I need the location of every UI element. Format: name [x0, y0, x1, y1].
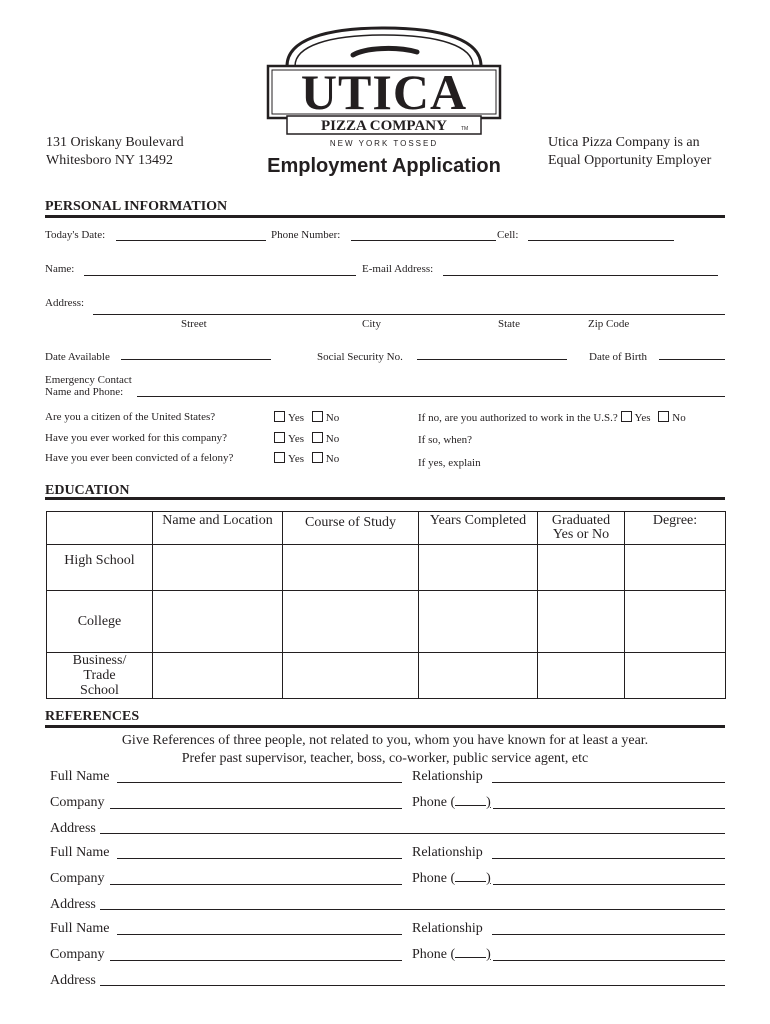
- education-cell[interactable]: [419, 545, 538, 591]
- zip-caption: Zip Code: [588, 318, 630, 330]
- personal-info-heading: PERSONAL INFORMATION: [45, 199, 228, 214]
- felony-options: [274, 452, 339, 465]
- city-caption: City: [362, 318, 381, 330]
- full-name-label: Full Name: [50, 769, 110, 784]
- eoe-line1: Utica Pizza Company is an: [548, 135, 700, 150]
- ssn-field[interactable]: [417, 359, 567, 360]
- emergency-contact-field[interactable]: [137, 396, 725, 397]
- ssn-label: Social Security No.: [317, 351, 403, 363]
- yes-label: Yes: [288, 412, 305, 424]
- name-field[interactable]: [84, 275, 356, 276]
- no-label: No: [325, 433, 340, 445]
- yes-label: Yes: [288, 453, 305, 465]
- education-cell[interactable]: [625, 653, 726, 699]
- education-table: [46, 511, 726, 699]
- logo-subtitle: PIZZA COMPANY: [321, 118, 447, 134]
- state-caption: State: [498, 318, 520, 330]
- phone-number-field[interactable]: [351, 240, 496, 241]
- education-heading: EDUCATION: [45, 483, 130, 498]
- education-header-cell: Degree:: [625, 512, 726, 545]
- emergency-label-line1: Emergency Contact: [45, 374, 132, 386]
- education-cell[interactable]: [283, 653, 419, 699]
- email-field[interactable]: [443, 275, 718, 276]
- todays-date-field[interactable]: [116, 240, 266, 241]
- education-row-label: College: [47, 591, 153, 653]
- references-intro-line2: Prefer past supervisor, teacher, boss, co-worker, public service agent, etc: [181, 751, 589, 766]
- company-label: Company: [50, 947, 105, 962]
- education-row: [47, 591, 726, 653]
- felony-yes-checkbox[interactable]: [274, 452, 285, 463]
- section-divider: [45, 497, 725, 500]
- reference3-company-field[interactable]: [110, 960, 402, 961]
- logo-brand: UTICA: [300, 64, 468, 120]
- emergency-label-line2: Name and Phone:: [45, 386, 124, 398]
- reference1-company-field[interactable]: [110, 808, 402, 809]
- phone-close-label: ): [486, 871, 491, 886]
- phone-label: [412, 871, 491, 887]
- phone-close-label: ): [486, 947, 491, 962]
- reference2-address-field[interactable]: [100, 909, 725, 910]
- reference1-phone-field[interactable]: [493, 808, 725, 809]
- cell-field[interactable]: [528, 240, 674, 241]
- yes-label: Yes: [634, 412, 651, 424]
- worked-yes-checkbox[interactable]: [274, 432, 285, 443]
- education-cell[interactable]: [283, 591, 419, 653]
- reference1-full-name-field[interactable]: [117, 782, 402, 783]
- education-cell[interactable]: [538, 653, 625, 699]
- email-label: E-mail Address:: [362, 263, 434, 275]
- education-cell[interactable]: [153, 591, 283, 653]
- reference1-relationship-field[interactable]: [492, 782, 725, 783]
- education-cell[interactable]: [153, 545, 283, 591]
- company-label: Company: [50, 871, 105, 886]
- worked-options: [274, 432, 339, 445]
- relationship-label: Relationship: [412, 921, 483, 936]
- education-cell[interactable]: [419, 653, 538, 699]
- reference3-address-field[interactable]: [100, 985, 725, 986]
- company-label: Company: [50, 795, 105, 810]
- company-address-line2: Whitesboro NY 13492: [46, 153, 174, 168]
- reference3-full-name-field[interactable]: [117, 934, 402, 935]
- reference2-relationship-field[interactable]: [492, 858, 725, 859]
- references-intro-line1: Give References of three people, not related to you, whom you have known for at least a year.: [121, 733, 649, 748]
- authorized-question: [418, 411, 686, 424]
- citizen-no-checkbox[interactable]: [312, 411, 323, 422]
- reference2-phone-field[interactable]: [493, 884, 725, 885]
- reference2-full-name-field[interactable]: [117, 858, 402, 859]
- education-cell[interactable]: [625, 591, 726, 653]
- dob-field[interactable]: [659, 359, 725, 360]
- address-label: Address: [50, 821, 96, 836]
- no-label: No: [325, 453, 340, 465]
- no-label: No: [672, 412, 686, 424]
- worked-no-checkbox[interactable]: [312, 432, 323, 443]
- section-divider: [45, 725, 725, 728]
- reference3-phone-field[interactable]: [493, 960, 725, 961]
- full-name-label: Full Name: [50, 921, 110, 936]
- education-header-cell: Years Completed: [419, 512, 538, 545]
- references-heading: REFERENCES: [45, 709, 140, 724]
- education-header-row: [47, 512, 726, 545]
- dob-label: Date of Birth: [589, 351, 648, 363]
- phone-label: [412, 795, 491, 811]
- education-row: [47, 653, 726, 699]
- education-cell[interactable]: [419, 591, 538, 653]
- company-logo: [265, 22, 503, 150]
- phone-label: [412, 947, 491, 963]
- authorized-yes-checkbox[interactable]: [621, 411, 632, 422]
- todays-date-label: Today's Date:: [45, 229, 106, 241]
- education-header-cell: [47, 512, 153, 545]
- address-field[interactable]: [93, 314, 725, 315]
- worked-question: Have you ever worked for this company?: [45, 432, 228, 444]
- address-label: Address: [50, 897, 96, 912]
- phone-close-label: ): [486, 795, 491, 810]
- logo-tagline: NEW YORK TOSSED: [329, 139, 439, 148]
- reference2-area-code-field[interactable]: [455, 881, 486, 882]
- section-divider: [45, 215, 725, 218]
- logo-tm: TM: [461, 126, 469, 132]
- phone-open-label: Phone (: [412, 871, 456, 886]
- full-name-label: Full Name: [50, 845, 110, 860]
- company-address-line1: 131 Oriskany Boulevard: [46, 135, 184, 150]
- page-title: Employment Application: [267, 155, 501, 177]
- felony-question: Have you ever been convicted of a felony?: [45, 452, 234, 464]
- education-cell[interactable]: [153, 653, 283, 699]
- education-cell[interactable]: [538, 591, 625, 653]
- relationship-label: Relationship: [412, 769, 483, 784]
- education-header-cell: Name and Location: [153, 512, 283, 545]
- education-row-label: Business/ Trade School: [47, 653, 153, 699]
- citizen-question: Are you a citizen of the United States?: [45, 411, 216, 423]
- eoe-line2: Equal Opportunity Employer: [548, 153, 712, 168]
- reference3-relationship-field[interactable]: [492, 934, 725, 935]
- reference2-company-field[interactable]: [110, 884, 402, 885]
- education-cell[interactable]: [625, 545, 726, 591]
- date-available-field[interactable]: [121, 359, 271, 360]
- phone-open-label: Phone (: [412, 947, 456, 962]
- no-label: No: [325, 412, 340, 424]
- education-cell[interactable]: [538, 545, 625, 591]
- street-caption: Street: [181, 318, 207, 330]
- when-question: If so, when?: [418, 434, 473, 446]
- phone-number-label: Phone Number:: [271, 229, 341, 241]
- relationship-label: Relationship: [412, 845, 483, 860]
- authorized-no-checkbox[interactable]: [658, 411, 669, 422]
- reference1-address-field[interactable]: [100, 833, 725, 834]
- education-row-label: High School: [47, 545, 153, 591]
- education-cell[interactable]: [283, 545, 419, 591]
- date-available-label: Date Available: [45, 351, 110, 363]
- reference3-area-code-field[interactable]: [455, 957, 486, 958]
- felony-no-checkbox[interactable]: [312, 452, 323, 463]
- education-header-cell: Course of Study: [283, 512, 419, 545]
- reference1-area-code-field[interactable]: [455, 805, 486, 806]
- phone-open-label: Phone (: [412, 795, 456, 810]
- authorized-question-text: If no, are you authorized to work in the U.S.?: [418, 412, 618, 424]
- explain-question: If yes, explain: [418, 457, 481, 469]
- education-header-cell: Graduated Yes or No: [538, 512, 625, 545]
- cell-label: Cell:: [497, 229, 519, 241]
- citizen-yes-checkbox[interactable]: [274, 411, 285, 422]
- name-label: Name:: [45, 263, 75, 275]
- education-row: [47, 545, 726, 591]
- address-label: Address:: [45, 297, 85, 309]
- citizen-options: [274, 411, 339, 424]
- yes-label: Yes: [288, 433, 305, 445]
- address-label: Address: [50, 973, 96, 988]
